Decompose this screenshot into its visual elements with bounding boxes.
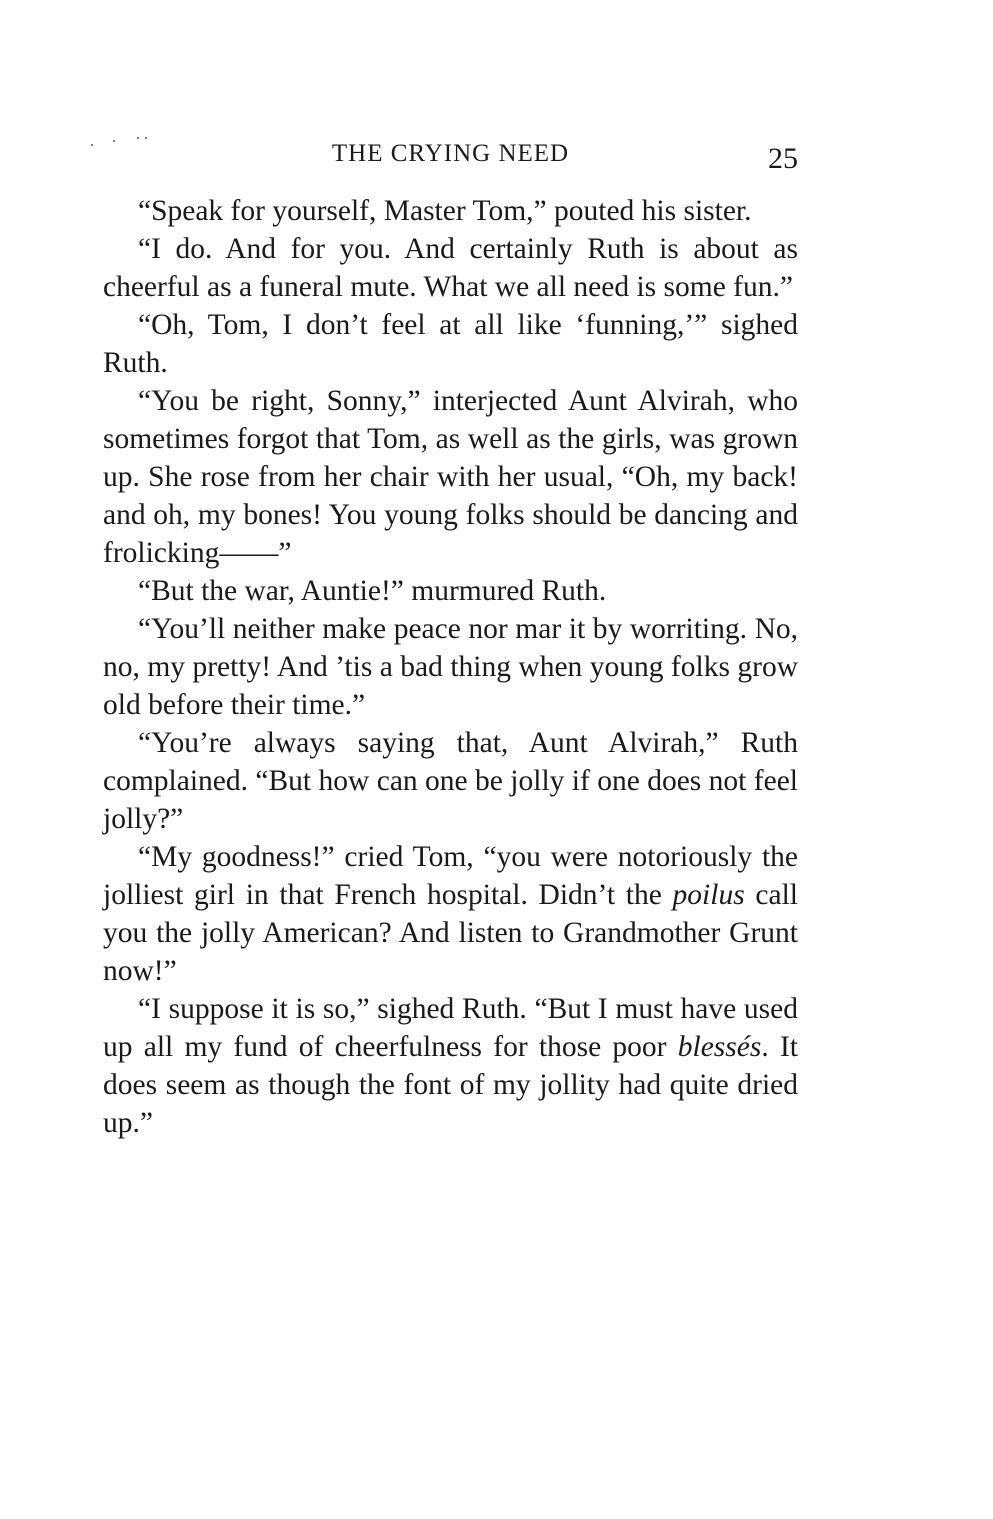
paragraph-text: “You’ll neither make peace nor mar it by worriting. No, no, my pretty! And ’tis a bad thing when young folks grow old before their time.”	[103, 613, 798, 721]
paragraph-text: call you the jolly American? And listen to Grandmother Grunt now!”	[103, 879, 798, 987]
paragraph-text: “But the war, Auntie!” murmured Ruth.	[138, 575, 607, 607]
paragraph-text: “I do. And for you. And certainly Ruth is about as cheerful as a funeral mute. What we all need is some fun.”	[103, 233, 798, 303]
paragraph	[103, 306, 798, 382]
paragraph	[103, 192, 798, 230]
speck	[145, 137, 147, 139]
speck	[137, 137, 139, 139]
body-text	[103, 192, 798, 1142]
paragraph	[103, 724, 798, 838]
paragraph	[103, 838, 798, 990]
paragraph	[103, 990, 798, 1142]
page-header	[103, 140, 798, 180]
paragraph-text: “Speak for yourself, Master Tom,” pouted his sister.	[138, 195, 752, 227]
paragraph-text: “Oh, Tom, I don’t feel at all like ‘funning,’” sighed Ruth.	[103, 309, 798, 379]
paragraph	[103, 230, 798, 306]
paragraph-text: “You be right, Sonny,” interjected Aunt Alvirah, who sometimes forgot that Tom, as well as the girls, was grown up. She rose from her chair with her usual, “Oh, my back! and oh, my bones! You young folks should be dancing and frolicking——”	[103, 385, 798, 569]
page-number: 25	[768, 142, 798, 175]
paragraph-text: . It does seem as though the font of my jollity had quite dried up.”	[103, 1031, 798, 1139]
paragraph-text: “I suppose it is so,” sighed Ruth. “But I must have used up all my fund of cheerfulness for those poor	[103, 993, 798, 1063]
paragraph-text: “My goodness!” cried Tom, “you were notoriously the jolliest girl in that French hospital. Didn’t the	[103, 841, 798, 911]
italic-text: poilus	[672, 879, 745, 911]
italic-text: blessés	[677, 1031, 762, 1063]
paragraph	[103, 382, 798, 572]
running-title: THE CRYING NEED	[331, 140, 570, 167]
speck	[91, 144, 93, 146]
paragraph-text: “You’re always saying that, Aunt Alvirah,” Ruth complained. “But how can one be jolly if one does not feel jolly?”	[103, 727, 798, 835]
paragraph	[103, 572, 798, 610]
paragraph	[103, 610, 798, 724]
